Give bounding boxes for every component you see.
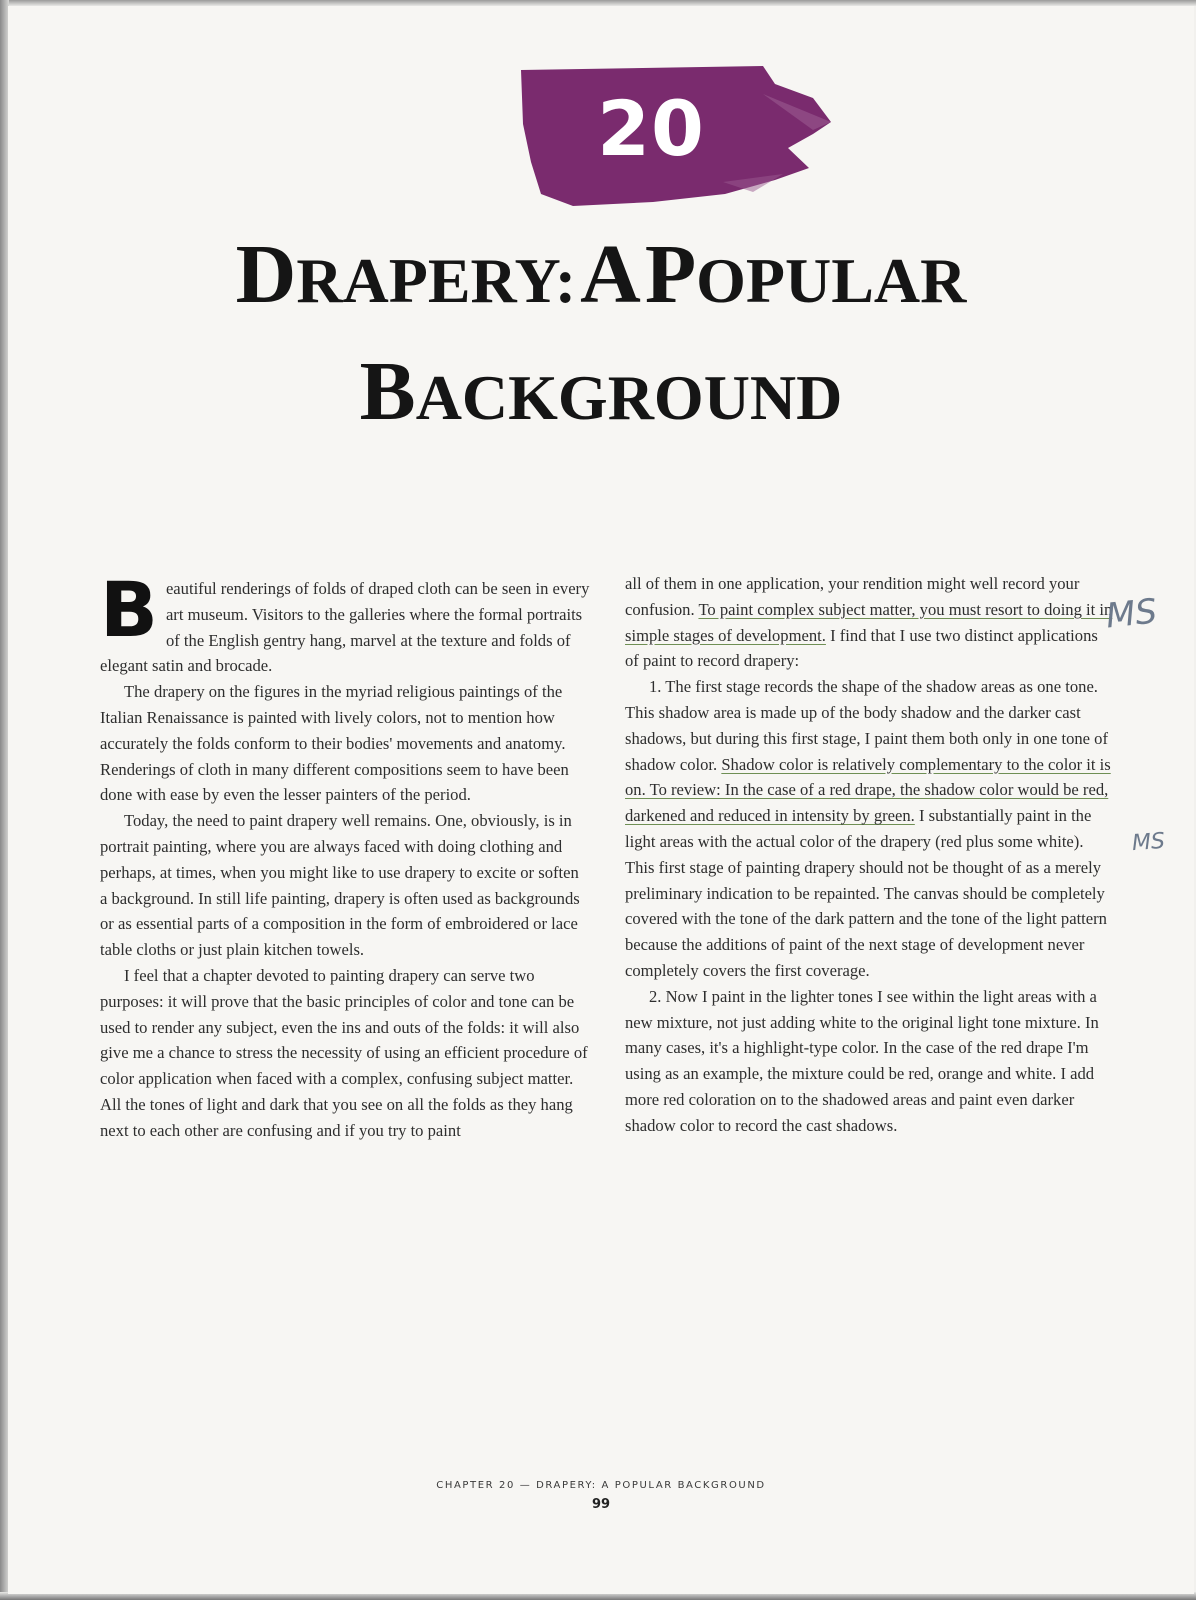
handwritten-margin-note: MS xyxy=(1104,591,1159,637)
page-number: 99 xyxy=(591,1497,611,1512)
drop-cap: B xyxy=(100,565,158,654)
right-column xyxy=(625,571,1115,1139)
paragraph: 2. Now I paint in the lighter tones I see within the light areas with a new mixture, not just adding white to the original light tone mixture. In many cases, it's a highlight-type color. In the case of the red drape I'm using as an example, the mixture could be red, orange and white. I add more red coloration on to the shadowed areas and paint even darker shadow color to record the cast shadows. xyxy=(625,986,1099,1135)
title-word: POPULAR xyxy=(644,228,967,321)
title-line-2 xyxy=(8,345,1194,462)
title-word: A xyxy=(580,228,641,321)
paragraph: 1. The first stage records the shape of the shadow areas as one tone. This shadow area is made up of the body shadow and the darker cast shadows, but during this first stage, I paint them both only in one tone of shadow color. Shadow color is relatively complementary to the color it is on. To review: In the case of a red drape, the shadow color would be red, darkened and reduced in intensity by green. I substantially paint in the light areas with the actual color of the drapery (red plus some white). This first stage of painting drapery should not be thought of as a merely preliminary indication to be repainted. The canvas should be completely covered with the tone of the dark pattern and the tone of the light pattern because the additions of paint of the next stage of development never completely covers the first coverage. xyxy=(625,677,1111,980)
page-footer xyxy=(8,1480,1194,1512)
handwritten-margin-note: MS xyxy=(1131,828,1166,857)
chapter-badge xyxy=(513,64,853,214)
title-word: DRAPERY: xyxy=(235,228,577,321)
underlined-text: Shadow color is relatively complementary to the color it is on. To review: In the case of a red drape, the shadow color would be red, darkened and reduced in intensity by green. xyxy=(625,754,1111,826)
title-word: BACKGROUND xyxy=(359,345,843,438)
paragraph: I feel that a chapter devoted to painting drapery can serve two purposes: it will prove that the basic principles of color and tone can be used to render any subject, even the ins and outs of the folds: it will also give me a chance to stress the necessity of using an efficient procedure of color application when faced with a complex, confusing subject matter. All the tones of light and dark that you see on all the folds as they hang next to each other are confusing and if you try to paint xyxy=(100,965,588,1140)
paragraph: Beautiful renderings of folds of draped cloth can be seen in every art museum. Visitors to the galleries where the formal portraits of the English gentry hang, marvel at the texture and folds of elegant satin and brocade. xyxy=(100,565,590,676)
book-page xyxy=(8,6,1194,1594)
paragraph: The drapery on the figures in the myriad religious paintings of the Italian Renaissance is painted with lively colors, not to mention how accurately the folds conform to their bodies' movements and anatomy. Renderings of cloth in many different compositions seem to have been done with ease by even the lesser painters of the period. xyxy=(100,682,569,805)
chapter-title xyxy=(8,228,1194,462)
paragraph: all of them in one application, your rendition might well record your confusion. To paint complex subject matter, you must resort to doing it in simple stages of development. I find that I use two distinct applications of paint to record drapery: xyxy=(625,574,1113,671)
left-column xyxy=(100,565,590,1144)
running-head: CHAPTER 20 — DRAPERY: A POPULAR BACKGROUND xyxy=(436,1480,766,1491)
chapter-number: 20 xyxy=(597,84,705,173)
underlined-text: To paint complex subject matter, you must resort to doing it in simple stages of development. xyxy=(625,599,1113,645)
title-line-1 xyxy=(8,228,1194,345)
paragraph: Today, the need to paint drapery well remains. One, obviously, is in portrait painting, where you are always faced with doing clothing and perhaps, at times, when you might like to use drapery to excite or soften a background. In still life painting, drapery is often used as backgrounds or as essential parts of a composition in the form of embroidered or lace table cloths or just plain kitchen towels. xyxy=(100,811,580,960)
